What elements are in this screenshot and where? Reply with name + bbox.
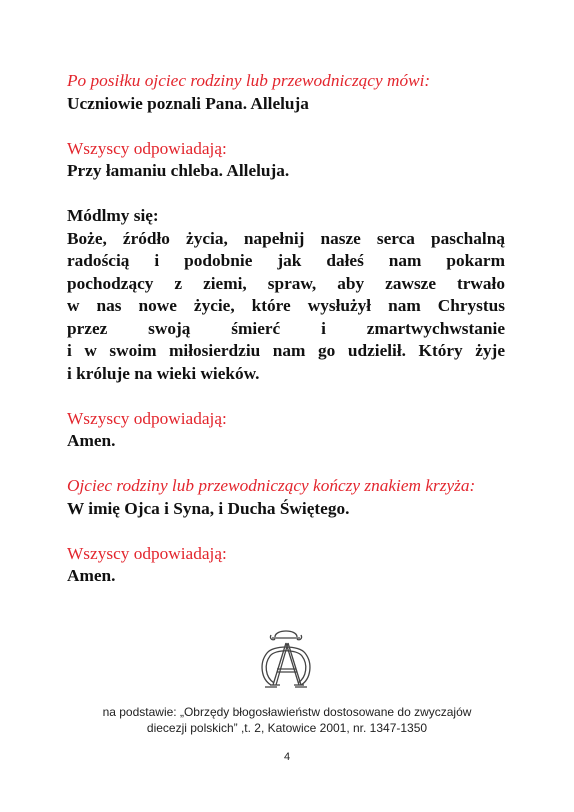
leader-text: Uczniowie poznali Pana. Alleluja	[67, 93, 309, 113]
spacer	[67, 115, 505, 138]
rubric-all-respond: Wszyscy odpowiadają:	[67, 138, 227, 158]
prayer-line: Boże, źródło życia, napełnij nasze serca paschalną	[67, 228, 505, 248]
prayer-line: i w swoim miłosierdziu nam go udzielił. Który żyje	[67, 341, 505, 360]
spacer	[67, 183, 505, 206]
response-amen: Amen.	[67, 566, 116, 585]
spacer	[67, 520, 505, 543]
response-amen: Amen.	[67, 431, 116, 450]
document-body	[67, 70, 505, 588]
page-number: 4	[283, 751, 291, 763]
rubric-sign-of-cross: Ojciec rodziny lub przewodniczący kończy znakiem krzyża:	[67, 476, 476, 495]
prayer-line: i króluje na wieki wieków.	[67, 363, 260, 383]
source-line: diecezji polskich” ,t. 2, Katowice 2001, nr. 1347-1350	[146, 721, 428, 735]
alpha-omega-monogram-icon	[253, 623, 319, 693]
response-text: Przy łamaniu chleba. Alleluja.	[67, 161, 290, 180]
prayer-heading: Módlmy się:	[67, 206, 159, 225]
source-citation	[60, 704, 514, 736]
prayer-text	[67, 228, 505, 386]
rubric-after-meal: Po posiłku ojciec rodziny lub przewodniczący mówi:	[67, 71, 431, 90]
spacer	[67, 385, 505, 408]
sign-of-cross-text: W imię Ojca i Syna, i Ducha Świętego.	[67, 498, 350, 518]
source-line: na podstawie: „Obrzędy błogosławieństw dostosowane do zwyczajów	[102, 705, 472, 719]
rubric-all-respond: Wszyscy odpowiadają:	[67, 543, 227, 563]
spacer	[67, 453, 505, 476]
prayer-line: radością i podobnie jak dałeś nam pokarm	[67, 251, 505, 270]
prayer-line: w nas nowe życie, które wysłużył nam Chrystus	[67, 296, 505, 315]
prayer-line: pochodzący z ziemi, spraw, aby zawsze trwało	[67, 273, 505, 293]
prayer-line: przez swoją śmierć i zmartwychwstanie	[67, 318, 505, 338]
rubric-all-respond: Wszyscy odpowiadają:	[67, 408, 227, 428]
